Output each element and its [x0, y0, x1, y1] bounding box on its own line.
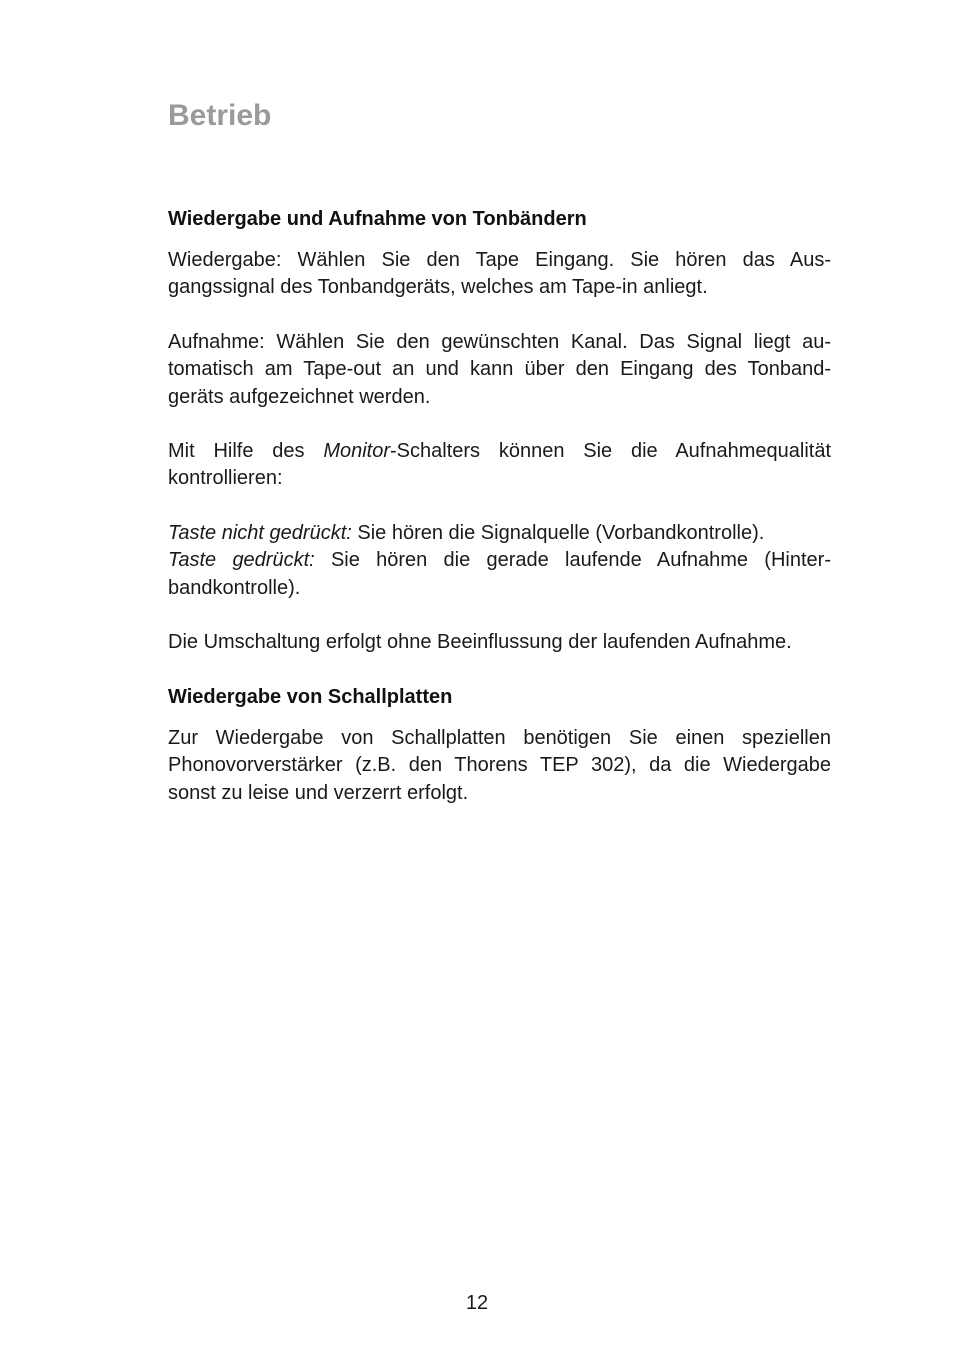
paragraph-monitor: [168, 438, 831, 493]
text-line: Aufnahme: Wählen Sie den gewünschten Kanal. Das Signal liegt au-: [168, 331, 831, 353]
emphasis-monitor: Monitor: [323, 440, 391, 462]
text-line: tomatisch am Tape-out an und kann über den Eingang des Tonband-: [168, 358, 831, 381]
text-line: geräts aufgezeichnet werden.: [168, 385, 431, 408]
paragraph-records: [168, 725, 831, 807]
emphasis-not-pressed: Taste nicht gedrückt:: [168, 522, 352, 544]
text-line: Phonovorverstärker (z.B. den Thorens TEP 302), da die Wiedergabe: [168, 754, 831, 777]
text-line: [168, 547, 831, 574]
text-line: Wiedergabe: Wählen Sie den Tape Eingang. Sie hören das Aus-: [168, 249, 831, 271]
paragraph-recording: [168, 329, 831, 411]
text-segment: Sie hören die gerade laufende Aufnahme (Hinter-: [314, 549, 831, 572]
text-segment: Sie hören die Signalquelle (Vorbandkontrolle).: [351, 522, 765, 544]
emphasis-pressed: Taste gedrückt:: [168, 549, 315, 572]
paragraph-playback: [168, 247, 831, 302]
paragraph-button-states: [168, 520, 831, 602]
text-line: gangssignal des Tonbandgeräts, welches am Tape-in anliegt.: [168, 276, 708, 299]
text-line: [168, 438, 831, 465]
page-title: Betrieb: [168, 99, 272, 132]
page-number: 12: [465, 1292, 489, 1314]
text-line: bandkontrolle).: [168, 576, 301, 599]
text-line: kontrollieren:: [168, 467, 283, 490]
text-segment: -Schalters können Sie die Aufnahmequalität: [390, 440, 831, 462]
text-line: [168, 520, 831, 547]
section-heading-tape: Wiedergabe und Aufnahme von Tonbändern: [168, 208, 587, 230]
text-line: sonst zu leise und verzerrt erfolgt.: [168, 781, 469, 804]
section-heading-records: Wiedergabe von Schallplatten: [168, 686, 453, 708]
text-line: Zur Wiedergabe von Schallplatten benötigen Sie einen speziellen: [168, 727, 831, 749]
text-segment: Mit Hilfe des: [168, 440, 324, 462]
paragraph-switching: Die Umschaltung erfolgt ohne Beeinflussung der laufenden Aufnahme.: [168, 631, 792, 653]
